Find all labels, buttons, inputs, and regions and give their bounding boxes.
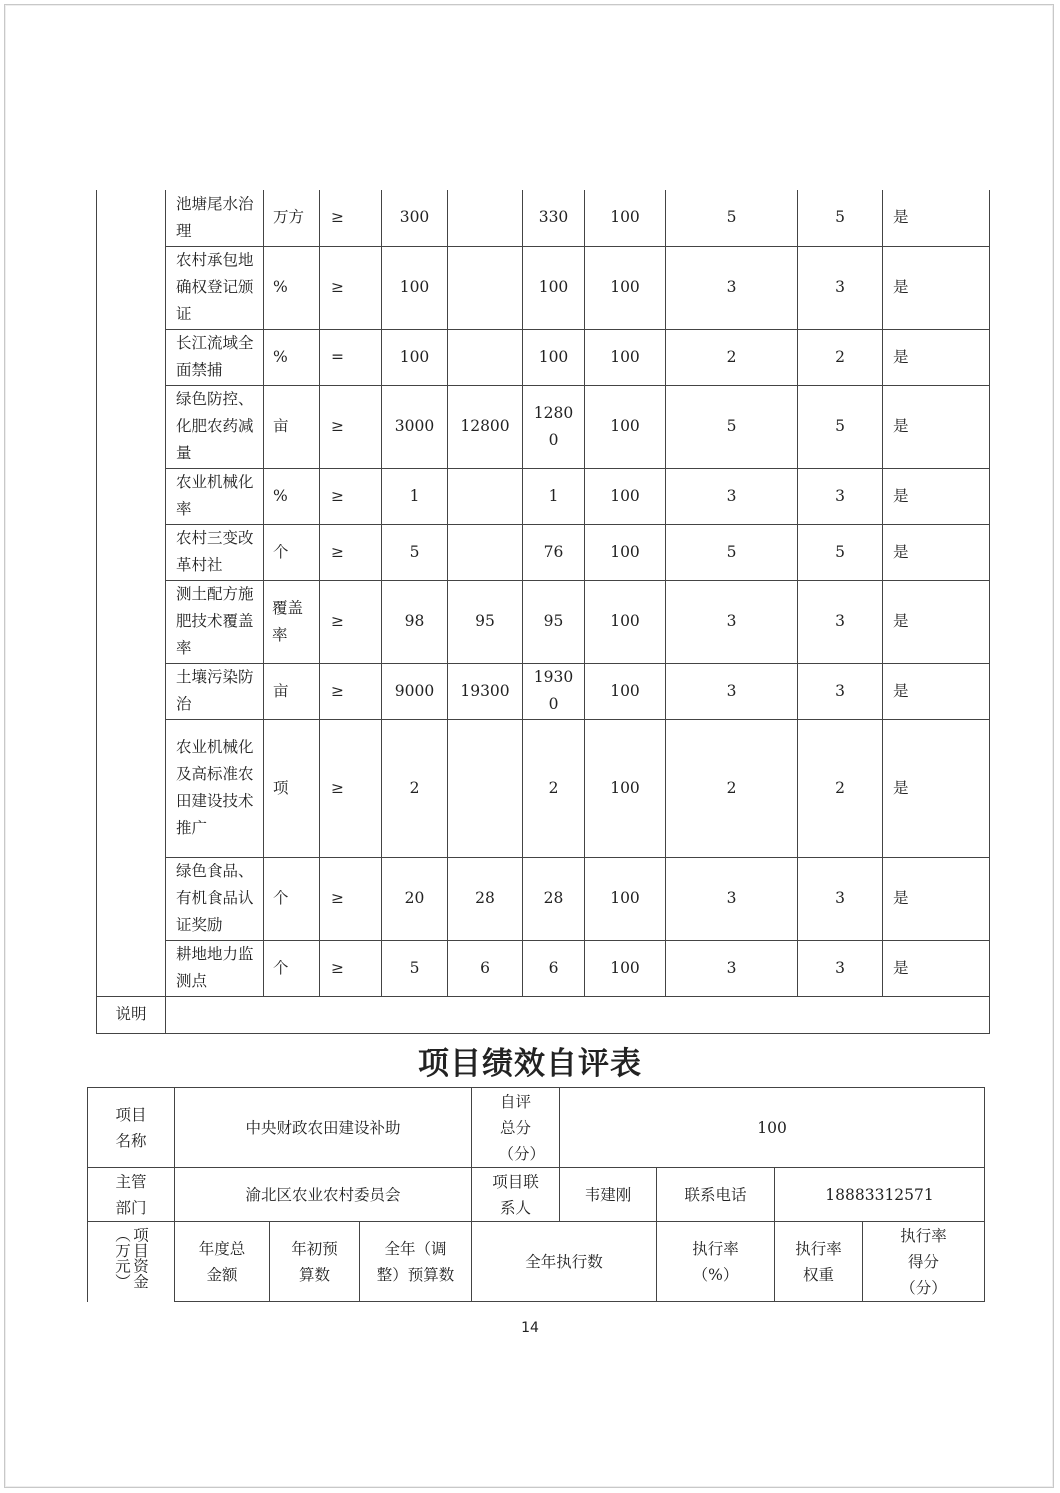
dept-label-text: 主管部门 — [115, 1172, 147, 1217]
table-row — [97, 940, 990, 996]
indicator-operator: ≥ — [320, 524, 382, 580]
phone-label: 联系电话 — [657, 1168, 775, 1222]
indicator-mid-value — [448, 329, 523, 385]
indicator-target: 5 — [382, 940, 448, 996]
indicator-score: 3 — [798, 580, 883, 663]
header-exec-rate — [657, 1222, 775, 1302]
indicator-operator: ≥ — [320, 663, 382, 719]
contact-label-text: 项目联系人 — [492, 1172, 539, 1217]
indicator-score: 5 — [798, 385, 883, 468]
indicator-actual: 1 — [523, 468, 585, 524]
indicator-flag: 是 — [883, 719, 990, 857]
indicator-flag: 是 — [883, 190, 990, 246]
indicator-target: 1 — [382, 468, 448, 524]
indicator-mid-value — [448, 468, 523, 524]
header-adjusted-budget-text: 全年（调整）预算数 — [376, 1239, 455, 1284]
note-label: 说明 — [97, 996, 166, 1033]
indicator-actual: 12800 — [523, 385, 585, 468]
indicator-name: 农村承包地确权登记颁证 — [166, 246, 264, 329]
indicator-mid-value — [448, 246, 523, 329]
header-exec-score-text: 执行率得分（分） — [900, 1226, 947, 1297]
indicator-mid-value — [448, 524, 523, 580]
indicator-score: 3 — [798, 246, 883, 329]
indicator-weight: 3 — [666, 857, 798, 940]
indicator-actual: 76 — [523, 524, 585, 580]
table-row — [97, 329, 990, 385]
section-title: 项目绩效自评表 — [418, 1046, 642, 1082]
indicator-weight: 3 — [666, 580, 798, 663]
indicator-score: 5 — [798, 190, 883, 246]
indicator-name: 农业机械化率 — [166, 468, 264, 524]
indicator-weight: 2 — [666, 329, 798, 385]
indicator-rate: 100 — [585, 190, 666, 246]
indicator-name: 测土配方施肥技术覆盖率 — [166, 580, 264, 663]
table-row — [97, 524, 990, 580]
indicator-score: 3 — [798, 940, 883, 996]
header-adjusted-budget — [360, 1222, 472, 1302]
note-value — [166, 996, 990, 1033]
header-initial-budget — [270, 1222, 360, 1302]
indicator-actual: 95 — [523, 580, 585, 663]
indicator-flag: 是 — [883, 663, 990, 719]
indicator-unit: 个 — [264, 857, 320, 940]
table-row — [97, 857, 990, 940]
indicator-operator: ≥ — [320, 719, 382, 857]
indicator-name: 农村三变改革村社 — [166, 524, 264, 580]
indicator-name: 耕地地力监测点 — [166, 940, 264, 996]
indicator-flag: 是 — [883, 385, 990, 468]
total-score-label — [472, 1088, 560, 1168]
indicator-rate: 100 — [585, 719, 666, 857]
indicator-mid-value: 28 — [448, 857, 523, 940]
indicator-target: 9000 — [382, 663, 448, 719]
indicator-operator: = — [320, 329, 382, 385]
table-row — [97, 663, 990, 719]
indicator-name: 土壤污染防治 — [166, 663, 264, 719]
indicator-operator: ≥ — [320, 468, 382, 524]
page-number: 14 — [521, 1320, 539, 1336]
indicator-target: 3000 — [382, 385, 448, 468]
indicator-weight: 2 — [666, 719, 798, 857]
indicator-name: 长江流域全面禁捕 — [166, 329, 264, 385]
indicator-rate: 100 — [585, 857, 666, 940]
indicator-rate: 100 — [585, 524, 666, 580]
note-row — [97, 996, 990, 1033]
indicator-weight: 3 — [666, 246, 798, 329]
indicator-target: 2 — [382, 719, 448, 857]
indicator-rate: 100 — [585, 580, 666, 663]
indicator-weight: 3 — [666, 940, 798, 996]
table-row — [97, 719, 990, 857]
indicator-actual: 100 — [523, 246, 585, 329]
indicator-target: 5 — [382, 524, 448, 580]
indicator-score: 5 — [798, 524, 883, 580]
indicator-unit: % — [264, 468, 320, 524]
indicator-actual: 19300 — [523, 663, 585, 719]
indicator-flag: 是 — [883, 940, 990, 996]
indicator-weight: 3 — [666, 663, 798, 719]
eval-table — [87, 1087, 985, 1302]
header-annual-total-text: 年度总金额 — [198, 1239, 246, 1284]
header-exec-weight — [775, 1222, 863, 1302]
indicator-weight: 5 — [666, 385, 798, 468]
indicator-unit: 个 — [264, 524, 320, 580]
indicator-rate: 100 — [585, 246, 666, 329]
indicator-name: 农业机械化及高标准农田建设技术推广 — [166, 719, 264, 857]
indicator-operator: ≥ — [320, 190, 382, 246]
indicator-flag: 是 — [883, 329, 990, 385]
indicator-flag: 是 — [883, 857, 990, 940]
indicator-flag: 是 — [883, 468, 990, 524]
project-name-label-text: 项目名称 — [115, 1105, 147, 1150]
indicator-target: 300 — [382, 190, 448, 246]
indicator-name: 绿色防控、化肥农药减量 — [166, 385, 264, 468]
indicator-operator: ≥ — [320, 385, 382, 468]
indicator-rate: 100 — [585, 663, 666, 719]
indicator-flag: 是 — [883, 580, 990, 663]
category-blank-cell — [97, 190, 166, 996]
indicator-rate: 100 — [585, 385, 666, 468]
indicator-score: 3 — [798, 663, 883, 719]
indicator-target: 20 — [382, 857, 448, 940]
indicator-rate: 100 — [585, 940, 666, 996]
total-score-label-text: 自评总分（分） — [498, 1092, 546, 1163]
table-row — [97, 190, 990, 246]
fund-label-text: 项目资金（万元） — [113, 1226, 149, 1289]
indicator-score: 3 — [798, 468, 883, 524]
indicator-flag: 是 — [883, 246, 990, 329]
header-exec-score — [863, 1222, 985, 1302]
indicator-operator: ≥ — [320, 246, 382, 329]
table-row — [97, 468, 990, 524]
indicator-actual: 100 — [523, 329, 585, 385]
indicator-name: 绿色食品、有机食品认证奖励 — [166, 857, 264, 940]
indicator-unit: 个 — [264, 940, 320, 996]
table-row — [97, 246, 990, 329]
indicator-weight: 5 — [666, 524, 798, 580]
header-annual-total — [175, 1222, 270, 1302]
header-exec-rate-text: 执行率（%） — [692, 1239, 739, 1284]
project-name-label — [88, 1088, 175, 1168]
fund-label — [88, 1222, 175, 1302]
dept-label — [88, 1168, 175, 1222]
indicator-mid-value: 95 — [448, 580, 523, 663]
header-executed: 全年执行数 — [472, 1222, 657, 1302]
indicator-mid-value: 19300 — [448, 663, 523, 719]
indicator-unit: 万方 — [264, 190, 320, 246]
indicator-target: 100 — [382, 246, 448, 329]
contact-label — [472, 1168, 560, 1222]
indicator-operator: ≥ — [320, 940, 382, 996]
header-initial-budget-text: 年初预算数 — [291, 1239, 338, 1284]
indicator-name: 池塘尾水治理 — [166, 190, 264, 246]
indicator-unit: % — [264, 246, 320, 329]
indicator-target: 100 — [382, 329, 448, 385]
indicator-table — [96, 190, 990, 1034]
indicator-target: 98 — [382, 580, 448, 663]
dept-value: 渝北区农业农村委员会 — [175, 1168, 472, 1222]
indicator-mid-value: 12800 — [448, 385, 523, 468]
project-name-value: 中央财政农田建设补助 — [175, 1088, 472, 1168]
indicator-weight: 5 — [666, 190, 798, 246]
indicator-actual: 6 — [523, 940, 585, 996]
indicator-actual: 2 — [523, 719, 585, 857]
indicator-rate: 100 — [585, 468, 666, 524]
phone-value: 18883312571 — [775, 1168, 985, 1222]
table-row — [97, 580, 990, 663]
indicator-actual: 330 — [523, 190, 585, 246]
indicator-flag: 是 — [883, 524, 990, 580]
indicator-unit: % — [264, 329, 320, 385]
indicator-unit: 覆盖率 — [264, 580, 320, 663]
indicator-unit: 亩 — [264, 385, 320, 468]
indicator-weight: 3 — [666, 468, 798, 524]
total-score-value: 100 — [560, 1088, 985, 1168]
indicator-mid-value — [448, 190, 523, 246]
indicator-mid-value: 6 — [448, 940, 523, 996]
indicator-score: 2 — [798, 329, 883, 385]
indicator-unit: 亩 — [264, 663, 320, 719]
header-exec-weight-text: 执行率权重 — [795, 1239, 842, 1284]
table-row — [97, 385, 990, 468]
indicator-mid-value — [448, 719, 523, 857]
indicator-score: 3 — [798, 857, 883, 940]
contact-value: 韦建刚 — [560, 1168, 657, 1222]
indicator-unit: 项 — [264, 719, 320, 857]
indicator-score: 2 — [798, 719, 883, 857]
indicator-rate: 100 — [585, 329, 666, 385]
indicator-actual: 28 — [523, 857, 585, 940]
indicator-operator: ≥ — [320, 580, 382, 663]
indicator-operator: ≥ — [320, 857, 382, 940]
